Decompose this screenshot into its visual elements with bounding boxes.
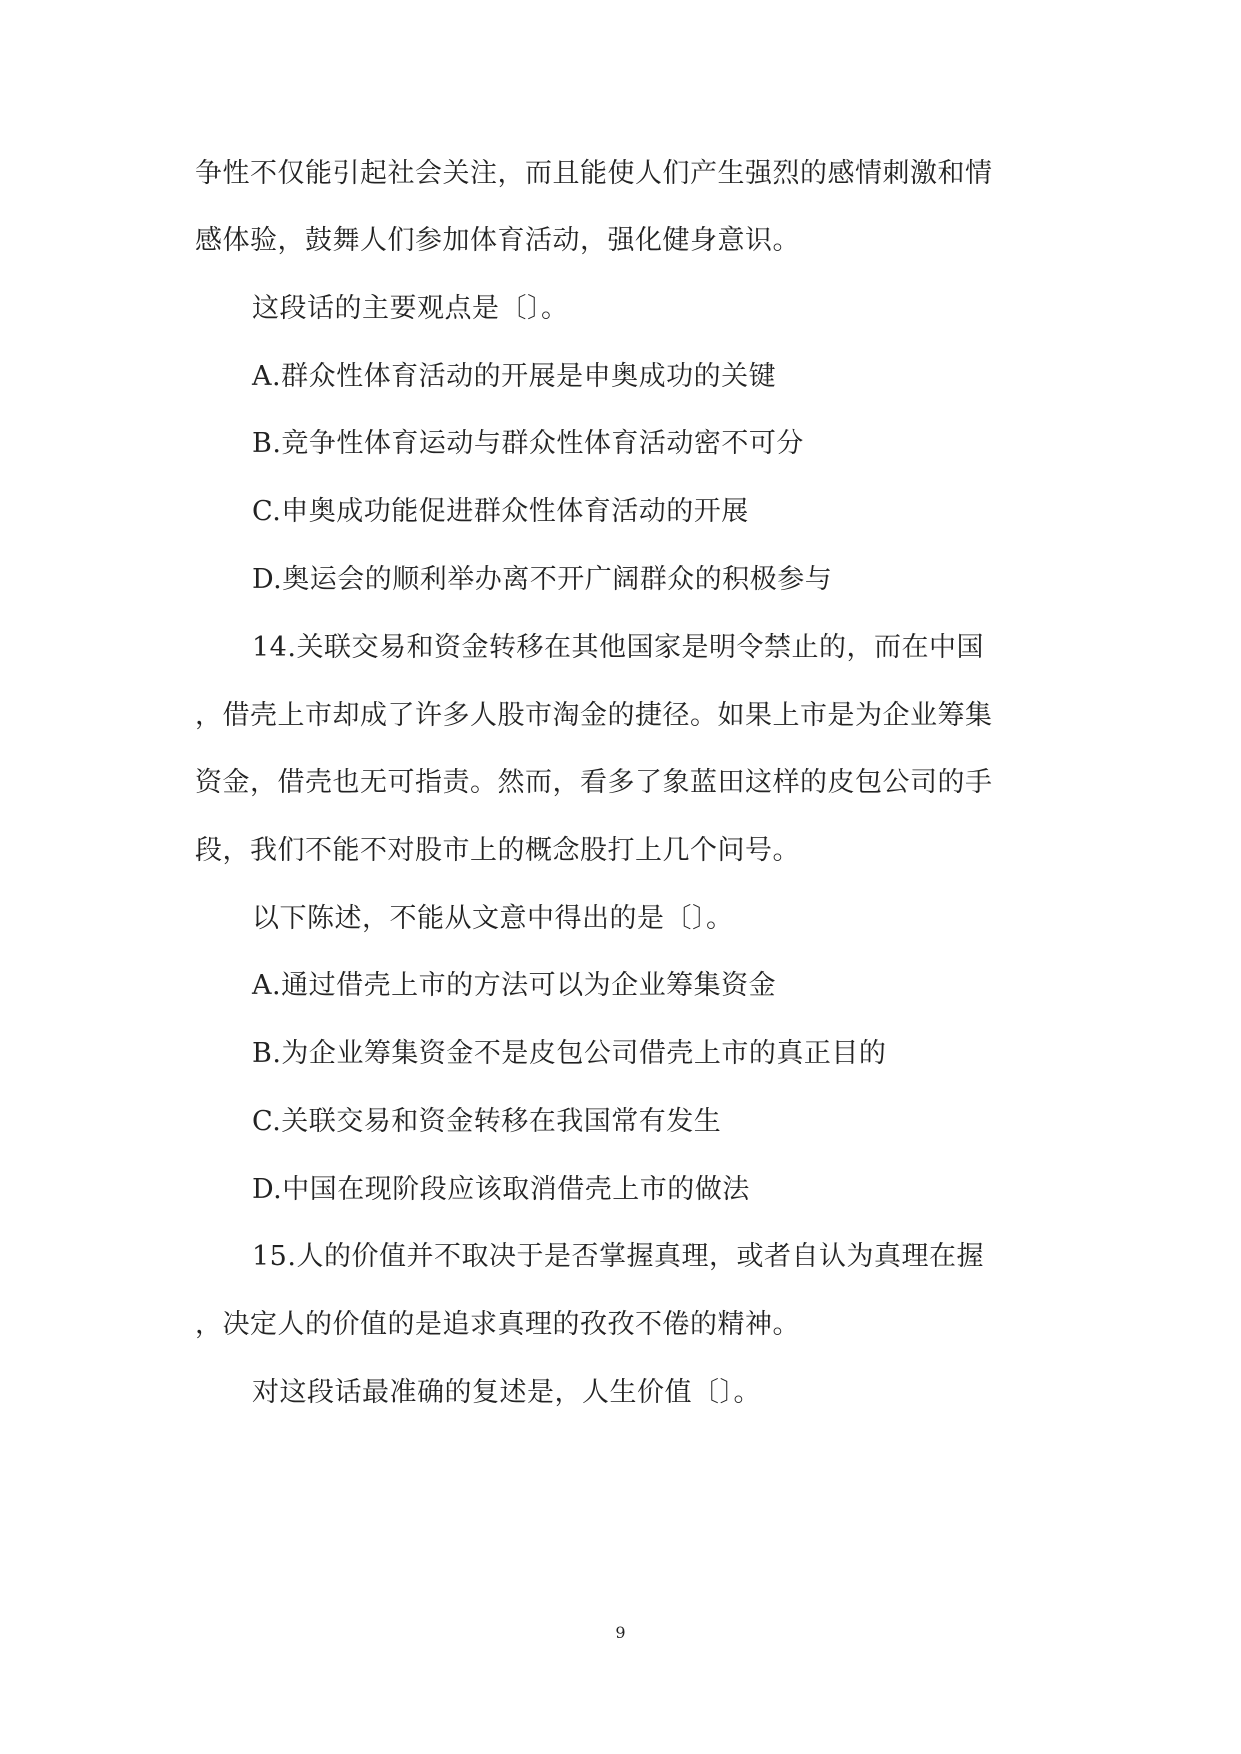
question-prompt-14: 以下陈述，不能从文意中得出的是〔〕。 <box>252 903 734 934</box>
question-prompt-15: 对这段话最准确的复述是，人生价值〔〕。 <box>252 1377 761 1408</box>
question-15-line-1: 15.人的价值并不取决于是否掌握真理，或者自认为真理在握 <box>252 1241 984 1272</box>
question-14-line-3: 资金，借壳也无可指责。然而，看多了象蓝田这样的皮包公司的手 <box>195 767 993 798</box>
question-14-line-2: ，借壳上市却成了许多人股市淘金的捷径。如果上市是为企业筹集 <box>195 700 993 731</box>
question-15-line-2: ，决定人的价值的是追求真理的孜孜不倦的精神。 <box>195 1309 800 1340</box>
option-14-c: C.关联交易和资金转移在我国常有发生 <box>252 1106 722 1137</box>
question-14-line-1: 14.关联交易和资金转移在其他国家是明令禁止的，而在中国 <box>252 632 984 663</box>
option-13-c: C.申奥成功能促进群众性体育活动的开展 <box>252 496 749 527</box>
text-line-2: 感体验，鼓舞人们参加体育活动，强化健身意识。 <box>195 225 800 256</box>
option-13-a: A.群众性体育活动的开展是申奥成功的关键 <box>252 361 777 392</box>
option-13-b: B.竞争性体育运动与群众性体育活动密不可分 <box>252 428 804 459</box>
text-line-1: 争性不仅能引起社会关注，而且能使人们产生强烈的感情刺激和情 <box>195 158 993 189</box>
option-14-b: B.为企业筹集资金不是皮包公司借壳上市的真正目的 <box>252 1038 887 1069</box>
question-14-line-4: 段，我们不能不对股市上的概念股打上几个问号。 <box>195 835 800 866</box>
question-prompt-13: 这段话的主要观点是〔〕。 <box>252 293 569 324</box>
page-number: 9 <box>615 1623 626 1642</box>
option-13-d: D.奥运会的顺利举办离不开广阔群众的积极参与 <box>252 564 833 595</box>
option-14-a: A.通过借壳上市的方法可以为企业筹集资金 <box>252 970 777 1001</box>
option-14-d: D.中国在现阶段应该取消借壳上市的做法 <box>252 1174 750 1205</box>
